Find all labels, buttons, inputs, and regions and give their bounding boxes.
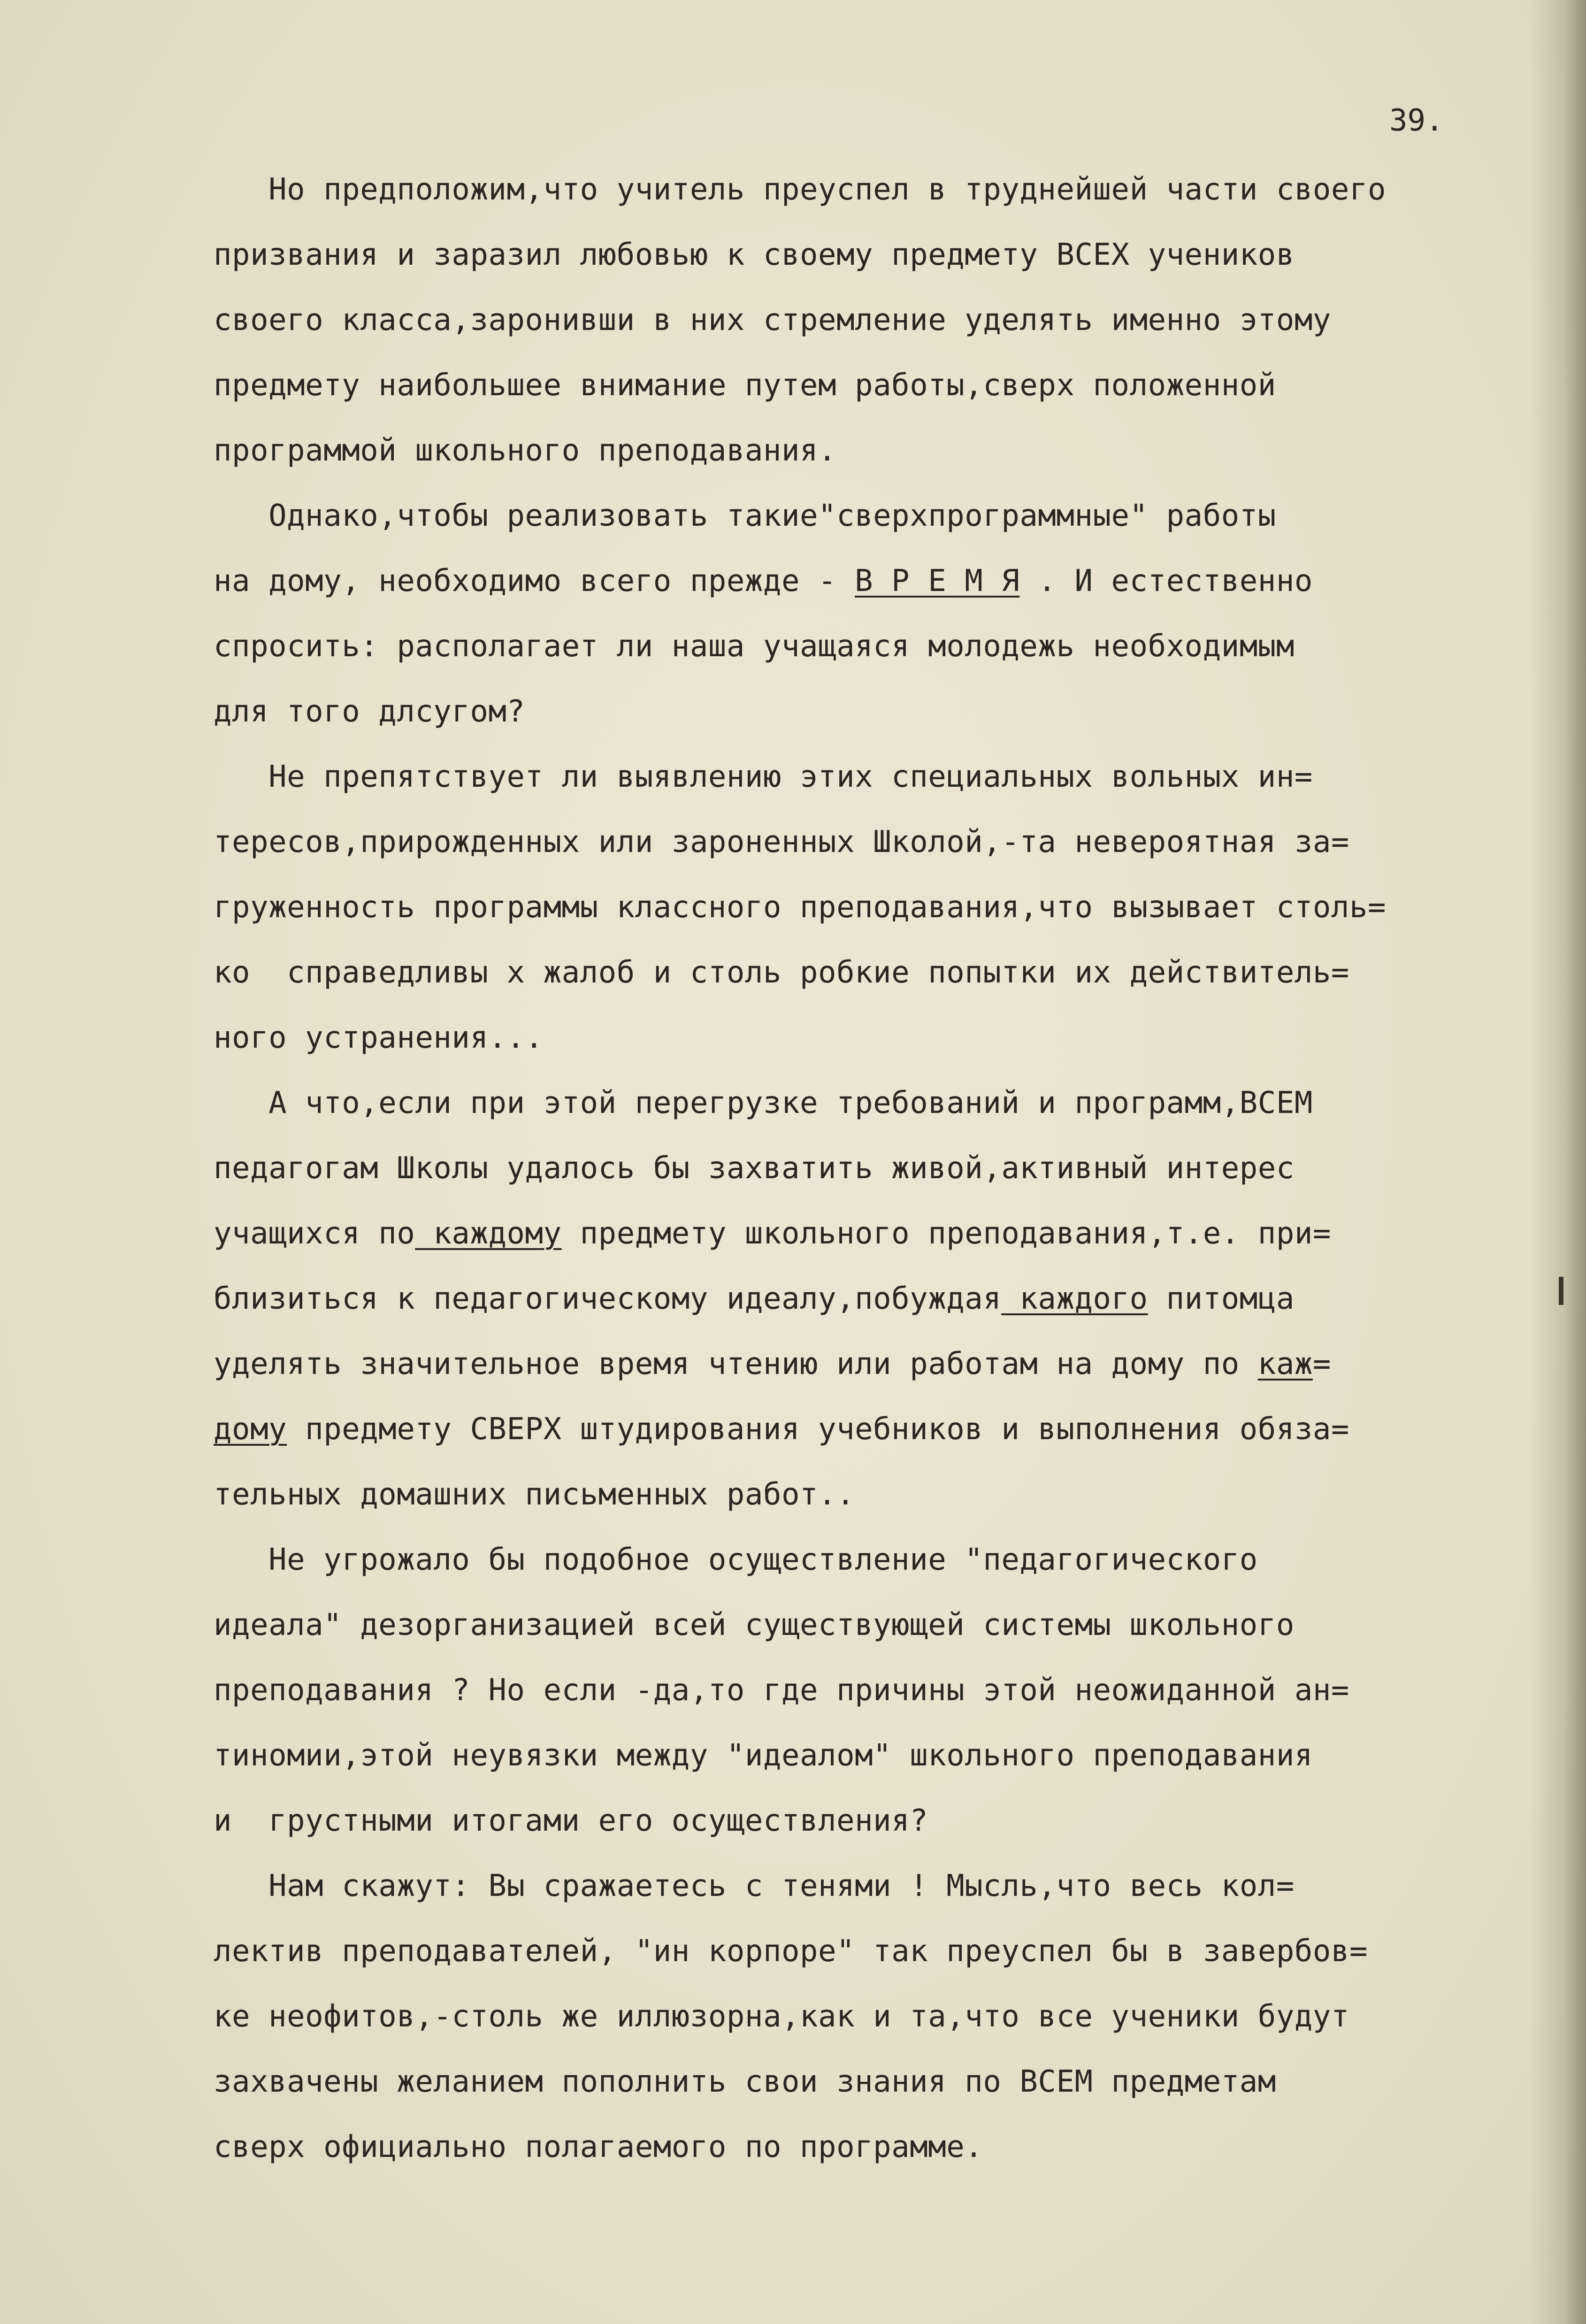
text-segment: уделять значительное время чтению или работам на дому по bbox=[214, 1347, 1258, 1381]
text-segment: тересов,прирожденных или зароненных Школой,-та невероятная за= bbox=[214, 825, 1349, 859]
text-segment: А что,если при этой перегрузке требований и программ,ВСЕМ bbox=[214, 1086, 1313, 1120]
underlined-word: В Р Е М Я bbox=[855, 564, 1020, 598]
text-segment: близиться к педагогическому идеалу,побуждая bbox=[214, 1281, 1002, 1316]
text-segment: предмету наибольшее внимание путем работы,сверх положенной bbox=[214, 368, 1276, 403]
text-line bbox=[214, 157, 1542, 222]
text-segment: своего класса,заронивши в них стремление уделять именно этому bbox=[214, 303, 1331, 337]
text-line bbox=[214, 744, 1542, 810]
text-segment: и грустными итогами его осуществления? bbox=[214, 1803, 928, 1838]
text-segment: педагогам Школы удалось бы захватить живой,активный интерес bbox=[214, 1151, 1295, 1186]
underlined-word: каждому bbox=[415, 1216, 562, 1251]
page-number: 39. bbox=[1389, 103, 1444, 138]
text-segment: тельных домашних письменных работ.. bbox=[214, 1477, 855, 1512]
text-line bbox=[214, 810, 1542, 875]
text-segment: на дому, необходимо всего прежде - bbox=[214, 564, 855, 598]
binding-mark bbox=[1559, 1277, 1563, 1305]
text-segment: . И естественно bbox=[1019, 564, 1313, 598]
text-segment: ко справедливы х жалоб и столь робкие попытки их действитель= bbox=[214, 955, 1349, 990]
text-line bbox=[214, 1723, 1542, 1788]
text-line bbox=[214, 940, 1542, 1005]
text-line bbox=[214, 1527, 1542, 1593]
body-text bbox=[214, 157, 1542, 2180]
text-segment: захвачены желанием пополнить свои знания по ВСЕМ предметам bbox=[214, 2064, 1276, 2099]
text-segment: = bbox=[1312, 1347, 1331, 1381]
text-line bbox=[214, 614, 1542, 679]
text-segment: учащихся по bbox=[214, 1216, 415, 1251]
text-segment: для того длсугом? bbox=[214, 694, 525, 729]
text-segment: Нам скажут: Вы сражаетесь с тенями ! Мысль,что весь кол= bbox=[214, 1869, 1295, 1903]
text-segment: Но предположим,что учитель преуспел в труднейшей части своего bbox=[214, 172, 1386, 207]
text-segment: спросить: располагает ли наша учащаяся молодежь необходимым bbox=[214, 629, 1295, 664]
text-segment: Не препятствует ли выявлению этих специальных вольных ин= bbox=[214, 759, 1313, 794]
text-segment: груженность программы классного преподавания,что вызывает столь= bbox=[214, 890, 1386, 925]
text-line bbox=[214, 1005, 1542, 1071]
text-line bbox=[214, 1136, 1542, 1201]
text-line bbox=[214, 1658, 1542, 1723]
text-line bbox=[214, 1071, 1542, 1136]
underlined-word: каждого bbox=[1001, 1281, 1148, 1316]
text-segment: преподавания ? Но если -да,то где причины этой неожиданной ан= bbox=[214, 1673, 1349, 1708]
text-segment: идеала" дезорганизацией всей существующей системы школьного bbox=[214, 1608, 1295, 1642]
text-line bbox=[214, 353, 1542, 418]
text-segment: предмету СВЕРХ штудирования учебников и выполнения обяза= bbox=[287, 1412, 1349, 1447]
text-line bbox=[214, 1854, 1542, 1919]
text-segment: Однако,чтобы реализовать такие"сверхпрограммные" работы bbox=[214, 499, 1276, 533]
text-segment: призвания и заразил любовью к своему предмету ВСЕХ учеников bbox=[214, 238, 1295, 272]
underlined-word: каж bbox=[1257, 1347, 1313, 1381]
underlined-word: дому bbox=[214, 1412, 287, 1447]
text-line bbox=[214, 1788, 1542, 1854]
text-line bbox=[214, 875, 1542, 940]
text-line bbox=[214, 483, 1542, 549]
text-line bbox=[214, 418, 1542, 483]
text-segment: питомца bbox=[1148, 1281, 1295, 1316]
text-line bbox=[214, 1919, 1542, 1984]
text-line bbox=[214, 1593, 1542, 1658]
text-line bbox=[214, 222, 1542, 288]
text-line bbox=[214, 679, 1542, 744]
text-segment: сверх официально полагаемого по программе. bbox=[214, 2130, 983, 2164]
text-segment: предмету школьного преподавания,т.е. при= bbox=[561, 1216, 1331, 1251]
text-line bbox=[214, 2115, 1542, 2180]
text-segment: ке неофитов,-столь же иллюзорна,как и та,что все ученики будут bbox=[214, 1999, 1349, 2034]
text-line bbox=[214, 1266, 1542, 1332]
text-segment: тиномии,этой неувязки между "идеалом" школьного преподавания bbox=[214, 1738, 1313, 1773]
text-segment: программой школьного преподавания. bbox=[214, 433, 837, 468]
text-line bbox=[214, 288, 1542, 353]
text-line bbox=[214, 1397, 1542, 1462]
text-line bbox=[214, 549, 1542, 614]
text-segment: лектив преподавателей, "ин корпоре" так преуспел бы в завербов= bbox=[214, 1934, 1368, 1969]
text-line bbox=[214, 1332, 1542, 1397]
text-line bbox=[214, 2049, 1542, 2115]
text-line bbox=[214, 1462, 1542, 1527]
text-segment: ного устранения... bbox=[214, 1020, 544, 1055]
text-line bbox=[214, 1201, 1542, 1266]
text-segment: Не угрожало бы подобное осуществление "педагогического bbox=[214, 1542, 1258, 1577]
text-line bbox=[214, 1984, 1542, 2049]
